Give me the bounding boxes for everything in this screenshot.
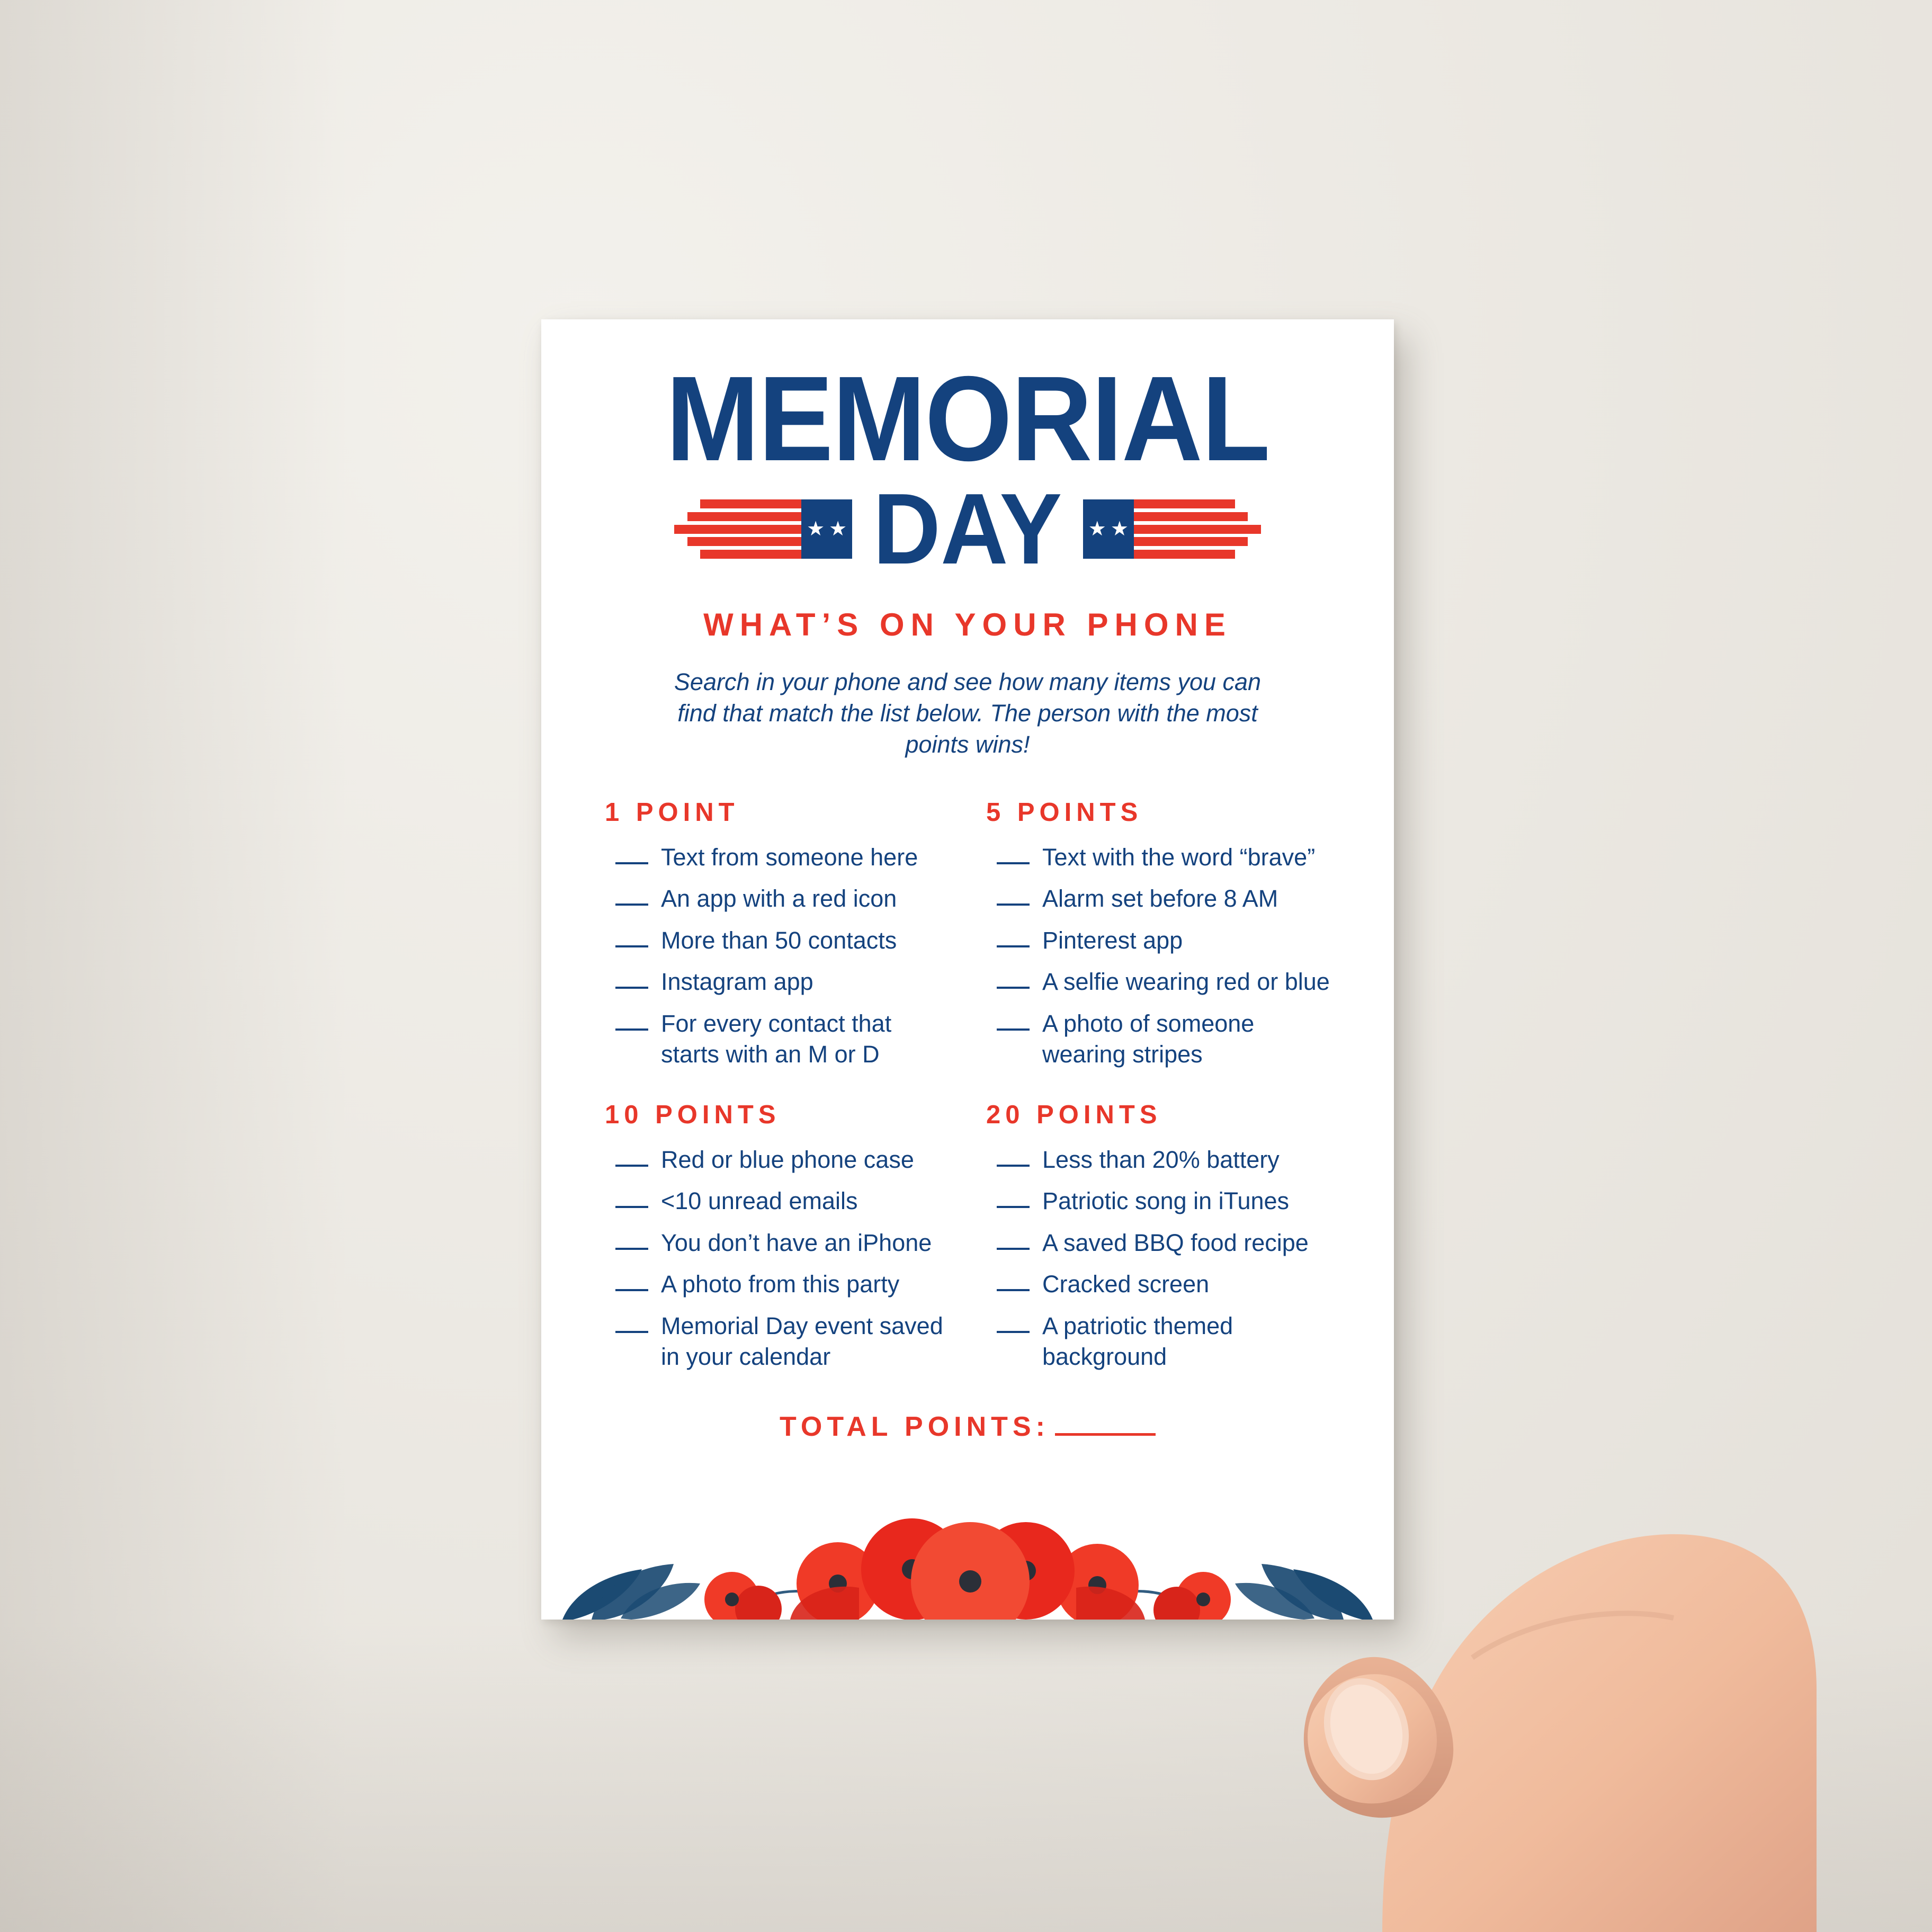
list-item-label: For every contact that starts with an M or D	[661, 1009, 892, 1068]
checkbox-blank[interactable]	[615, 987, 648, 989]
section-10-points	[605, 1100, 949, 1373]
instructions-text: Search in your phone and see how many items you can find that match the list below. The person with the most points wins!	[674, 668, 1262, 758]
list-item[interactable]	[605, 1228, 949, 1259]
list-item[interactable]	[605, 883, 949, 915]
hand-holding-card	[1155, 1287, 1817, 1932]
list-item[interactable]	[605, 842, 949, 873]
checkbox-blank[interactable]	[615, 1028, 648, 1031]
list-item[interactable]	[986, 925, 1330, 956]
checkbox-blank[interactable]	[997, 862, 1030, 864]
star-icon: ★	[1110, 518, 1129, 541]
section-heading: 10 POINTS	[605, 1100, 781, 1129]
checkbox-blank[interactable]	[997, 1331, 1030, 1333]
list-item[interactable]	[986, 967, 1330, 998]
checkbox-blank[interactable]	[997, 904, 1030, 906]
checklist-column-left	[605, 798, 949, 1402]
title-row-day	[541, 472, 1394, 585]
flag-stripes-right-icon	[1134, 499, 1264, 559]
list-item[interactable]	[605, 1311, 949, 1373]
checkbox-blank[interactable]	[997, 1289, 1030, 1291]
list-item[interactable]	[986, 1144, 1330, 1176]
list-item[interactable]	[986, 1228, 1330, 1259]
list-item-label: <10 unread emails	[661, 1187, 858, 1215]
checkbox-blank[interactable]	[997, 1206, 1030, 1208]
flag-stripes-left-icon	[672, 499, 801, 559]
list-item[interactable]	[605, 967, 949, 998]
section-1-point	[605, 798, 949, 1070]
section-5-points	[986, 798, 1330, 1070]
list-item[interactable]	[986, 1186, 1330, 1217]
section-heading: 1 POINT	[605, 798, 739, 827]
list-item-label: A photo of someone wearing stripes	[1042, 1009, 1255, 1068]
list-item-label: An app with a red icon	[661, 885, 897, 913]
checkbox-blank[interactable]	[615, 1206, 648, 1208]
list-item-label: Text with the word “brave”	[1042, 843, 1316, 871]
list-item-label: Less than 20% battery	[1042, 1146, 1280, 1173]
list-item-label: You don’t have an iPhone	[661, 1229, 932, 1256]
total-points-label: TOTAL POINTS:	[780, 1411, 1050, 1442]
page-subtitle: WHAT’S ON YOUR PHONE	[703, 606, 1232, 642]
checkbox-blank[interactable]	[997, 987, 1030, 989]
list-item-label: A patriotic themed background	[1042, 1312, 1233, 1371]
checkbox-blank[interactable]	[997, 1028, 1030, 1031]
list-item-label: A selfie wearing red or blue	[1042, 968, 1330, 996]
checkbox-blank[interactable]	[997, 1248, 1030, 1250]
checkbox-blank[interactable]	[615, 862, 648, 864]
checkbox-blank[interactable]	[997, 1165, 1030, 1167]
total-points-blank[interactable]	[1055, 1433, 1156, 1436]
list-item[interactable]	[986, 842, 1330, 873]
list-item[interactable]	[605, 925, 949, 956]
checkbox-blank[interactable]	[615, 1165, 648, 1167]
list-item-label: Instagram app	[661, 968, 813, 996]
list-item-label: Red or blue phone case	[661, 1146, 914, 1173]
list-item-label: A saved BBQ food recipe	[1042, 1229, 1309, 1256]
checkbox-blank[interactable]	[615, 1331, 648, 1333]
list-item-label: Cracked screen	[1042, 1271, 1210, 1298]
star-icon: ★	[1088, 518, 1106, 541]
list-item[interactable]	[605, 1186, 949, 1217]
flag-canton-left-icon	[801, 499, 852, 559]
list-item-label: More than 50 contacts	[661, 926, 897, 954]
checkbox-blank[interactable]	[615, 1248, 648, 1250]
list-item-label: Text from someone here	[661, 843, 918, 871]
page-title-line2: DAY	[873, 472, 1062, 585]
list-item[interactable]	[605, 1269, 949, 1300]
star-icon: ★	[829, 518, 847, 541]
checkbox-blank[interactable]	[615, 904, 648, 906]
list-item[interactable]	[986, 1008, 1330, 1070]
page-title-line1: MEMORIAL	[666, 352, 1269, 486]
list-item[interactable]	[605, 1008, 949, 1070]
flag-canton-right-icon	[1083, 499, 1134, 559]
list-item[interactable]	[605, 1144, 949, 1176]
checkbox-blank[interactable]	[997, 945, 1030, 947]
list-item[interactable]	[986, 883, 1330, 915]
list-item-label: Pinterest app	[1042, 926, 1183, 954]
star-icon: ★	[807, 518, 825, 541]
list-item-label: Patriotic song in iTunes	[1042, 1187, 1290, 1215]
list-item-label: A photo from this party	[661, 1271, 900, 1298]
title-block	[541, 352, 1394, 585]
checkbox-blank[interactable]	[615, 945, 648, 947]
section-heading: 5 POINTS	[986, 798, 1143, 827]
list-item-label: Alarm set before 8 AM	[1042, 885, 1278, 913]
list-item-label: Memorial Day event saved in your calendar	[661, 1312, 943, 1371]
section-heading: 20 POINTS	[986, 1100, 1162, 1129]
checkbox-blank[interactable]	[615, 1289, 648, 1291]
